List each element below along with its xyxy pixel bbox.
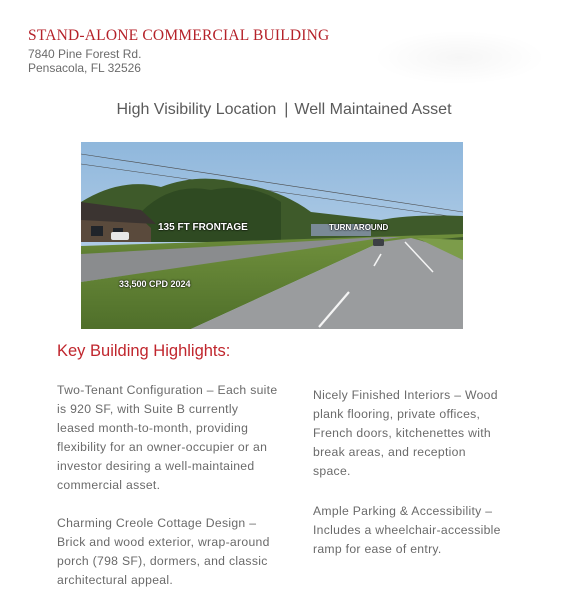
text-line: Nicely Finished Interiors – Wood bbox=[313, 388, 498, 402]
address-line-2: Pensacola, FL 32526 bbox=[28, 61, 141, 75]
highlights-right-column bbox=[313, 386, 533, 559]
text-line: Ample Parking & Accessibility – bbox=[313, 504, 493, 518]
text-line: is 920 SF, with Suite B currently bbox=[57, 402, 239, 416]
text-line: Charming Creole Cottage Design – bbox=[57, 516, 257, 530]
header-title: STAND-ALONE COMMERCIAL BUILDING bbox=[28, 27, 330, 44]
highlight-parking bbox=[313, 502, 533, 559]
street-photo-illustration bbox=[81, 142, 463, 329]
highlight-two-tenant bbox=[57, 381, 297, 495]
text-line: Includes a wheelchair-accessible bbox=[313, 523, 501, 537]
highlights-left-column bbox=[57, 381, 297, 590]
frontage-label: 135 FT FRONTAGE bbox=[158, 222, 248, 233]
text-line: leased month-to-month, providing bbox=[57, 421, 249, 435]
turnaround-label: TURN AROUND bbox=[329, 223, 389, 232]
text-line: ramp for ease of entry. bbox=[313, 542, 442, 556]
text-line: plank flooring, private offices, bbox=[313, 407, 481, 421]
text-line: break areas, and reception bbox=[313, 445, 466, 459]
highlight-creole-cottage bbox=[57, 514, 297, 590]
tagline-separator: | bbox=[284, 101, 289, 118]
highlight-interiors bbox=[313, 386, 533, 481]
text-line: French doors, kitchenettes with bbox=[313, 426, 491, 440]
text-line: space. bbox=[313, 464, 351, 478]
traffic-count-label: 33,500 CPD 2024 bbox=[119, 279, 191, 289]
text-line: Brick and wood exterior, wrap-around bbox=[57, 535, 270, 549]
text-line: flexibility for an owner-occupier or an bbox=[57, 440, 268, 454]
faint-logo bbox=[372, 30, 547, 85]
text-line: Two-Tenant Configuration – Each suite bbox=[57, 383, 278, 397]
text-line: commercial asset. bbox=[57, 478, 161, 492]
text-line: architectural appeal. bbox=[57, 573, 174, 587]
street-photo bbox=[81, 142, 463, 329]
tagline-right: Well Maintained Asset bbox=[294, 101, 452, 118]
tagline bbox=[0, 101, 568, 119]
text-line: porch (798 SF), dormers, and classic bbox=[57, 554, 268, 568]
text-line: investor desiring a well-maintained bbox=[57, 459, 255, 473]
tagline-left: High Visibility Location bbox=[116, 101, 277, 118]
address-line-1: 7840 Pine Forest Rd. bbox=[28, 47, 142, 61]
highlights-heading: Key Building Highlights: bbox=[57, 342, 231, 360]
